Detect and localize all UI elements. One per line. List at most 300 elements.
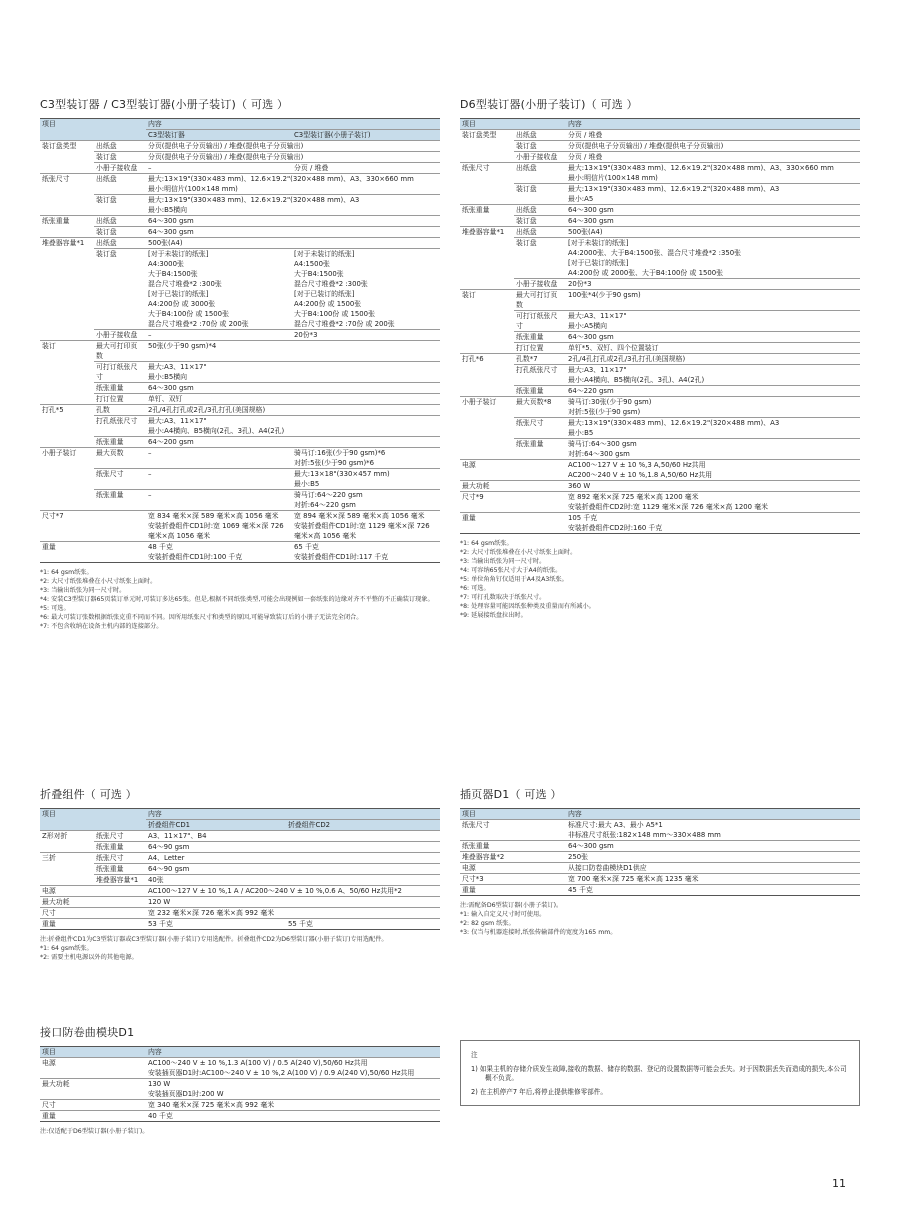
row-value-model-1: 48 千克 安装折叠组件CD1时:100 千克	[146, 542, 292, 563]
table-header-row	[40, 119, 440, 130]
table-row	[40, 195, 440, 216]
page-number: 11	[832, 1177, 846, 1190]
table-row	[40, 542, 440, 563]
row-sub-label: 装订盘	[94, 227, 146, 238]
row-group-label: 纸张重量	[460, 205, 514, 216]
row-value: 250张	[566, 852, 860, 863]
table-row	[40, 152, 440, 163]
row-group-label	[460, 386, 514, 397]
row-group-label: 三折	[40, 853, 94, 864]
header-model-2: 折叠组件CD2	[286, 820, 440, 831]
row-value-model-2: 20份*3	[292, 330, 440, 341]
table-row	[40, 362, 440, 383]
header-item: 项目	[40, 809, 146, 831]
row-value: 500张(A4)	[146, 238, 440, 249]
row-sub-label: 出纸盘	[514, 227, 566, 238]
table-row	[40, 919, 440, 930]
row-group-label	[460, 311, 514, 332]
decurl-unit-title: 接口防卷曲模块D1	[40, 1026, 135, 1039]
row-value: 骑马订:64～300 gsm 对折:64～300 gsm	[566, 439, 860, 460]
row-group-label	[40, 195, 94, 216]
footnote: *4: 安装C3型装订器65页装订单元时,可装订多达65张。但是,根据不同纸张类型,可能会出现例如一套纸张的边缘对齐不平整的不正确装订现象。	[40, 596, 434, 603]
row-group-label	[40, 383, 94, 394]
inserter-title: 插页器D1（ 可选 ）	[460, 788, 562, 801]
row-value-model-1: 53 千克	[146, 919, 286, 930]
row-group-label: 纸张尺寸	[460, 163, 514, 184]
table-row	[460, 885, 860, 896]
footnote: *5: 可选。	[40, 605, 70, 612]
row-value: 40 千克	[146, 1111, 440, 1122]
row-sub-label: 小册子接收盘	[94, 163, 146, 174]
header-model-1: C3型装订器	[146, 130, 292, 141]
row-label: 堆叠器容量*2	[460, 852, 566, 863]
table-row	[460, 481, 860, 492]
row-value: 64～300 gsm	[566, 205, 860, 216]
row-sub-label: 装订盘	[94, 152, 146, 163]
row-group-label	[460, 439, 514, 460]
table-row	[460, 513, 860, 534]
row-sub-label: 装订盘	[514, 216, 566, 227]
row-value: AC100～127 V ± 10 %,3 A,50/60 Hz共用 AC200～240 V ± 10 %,1.8 A,50/60 Hz共用	[566, 460, 860, 481]
row-sub-label: 出纸盘	[94, 174, 146, 195]
row-group-label	[40, 163, 94, 174]
row-sub-label: 纸张重量	[514, 439, 566, 460]
table-row	[40, 416, 440, 437]
row-value: 64～90 gsm	[146, 864, 440, 875]
row-group-label: 纸张尺寸	[40, 174, 94, 195]
row-value-model-2: 分页 / 堆叠	[292, 163, 440, 174]
row-group-label	[40, 864, 94, 875]
row-group-label: 堆叠器容量*1	[40, 238, 94, 249]
row-group-label: 重量	[460, 513, 566, 534]
footnote: *3: 当输出纸张为同一尺寸时。	[40, 587, 126, 594]
table-row	[40, 831, 440, 842]
table-row	[40, 405, 440, 416]
row-group-label	[40, 152, 94, 163]
row-label: 重量	[460, 885, 566, 896]
table-row	[460, 386, 860, 397]
row-sub-label: 最大页数	[94, 448, 146, 469]
row-label: 最大功耗	[40, 1079, 146, 1100]
table-row	[460, 332, 860, 343]
row-value: 64～90 gsm	[146, 842, 440, 853]
row-sub-label: 装订盘	[514, 184, 566, 205]
header-item: 项目	[460, 809, 566, 820]
table-row	[460, 492, 860, 513]
table-row	[460, 205, 860, 216]
footnote: *3: 仅当与机器连接时,纸张传输部件的宽度为165 mm。	[460, 929, 617, 936]
decurl-unit-section	[40, 1024, 440, 1136]
row-group-label	[40, 249, 94, 330]
row-sub-label: 纸张重量	[514, 386, 566, 397]
table-row	[460, 852, 860, 863]
footnote: 注:折叠组件CD1为C3型装订器或C3型装订器(小册子装订)专用选配件。折叠组件CD2为D6型装订器(小册子装订)专用选配件。	[40, 936, 388, 943]
row-value-model-1: –	[146, 490, 292, 511]
header-content: 内容	[566, 809, 860, 820]
footnote: *1: 输入自定义尺寸时可使用。	[460, 911, 546, 918]
row-sub-label: 打订位置	[514, 343, 566, 354]
row-sub-label: 出纸盘	[514, 163, 566, 184]
row-group-label	[40, 394, 94, 405]
table-row	[460, 184, 860, 205]
footnote: *4: 可容纳65张尺寸大于A4的纸张。	[460, 567, 562, 574]
row-group-label: 小册子装订	[460, 397, 514, 418]
table-row	[460, 343, 860, 354]
row-value: 64～220 gsm	[566, 386, 860, 397]
row-sub-label: 装订盘	[514, 238, 566, 279]
row-group-label	[40, 842, 94, 853]
row-label: 重量	[40, 1111, 146, 1122]
table-row	[460, 216, 860, 227]
row-value-model-1: –	[146, 448, 292, 469]
footnote: *2: 大尺寸纸张堆叠在小尺寸纸张上面时。	[40, 578, 157, 585]
table-row	[460, 238, 860, 279]
row-group-label: 尺寸	[40, 908, 146, 919]
row-value: 最大:13×19"(330×483 mm)、12.6×19.2"(320×488 mm)、A3 最小:A5	[566, 184, 860, 205]
row-value: 最大:13×19"(330×483 mm)、12.6×19.2"(320×488 mm)、A3 最小:B5	[566, 418, 860, 439]
row-sub-label: 纸张尺寸	[514, 418, 566, 439]
header-content: 内容	[146, 809, 440, 820]
table-row	[40, 1058, 440, 1079]
table-row	[460, 141, 860, 152]
table-row	[460, 279, 860, 290]
row-group-label	[460, 279, 514, 290]
row-value: 最大:A3、11×17" 最小:A4横向、B5横向(2孔、3孔)、A4(2孔)	[566, 365, 860, 386]
row-value: A3、11×17"、B4	[146, 831, 440, 842]
row-group-label: 堆叠器容量*1	[460, 227, 514, 238]
row-sub-label: 小册子接收盘	[514, 279, 566, 290]
row-value: 40张	[146, 875, 440, 886]
row-sub-label: 可打订纸张尺寸	[514, 311, 566, 332]
row-group-label: 装订盘类型	[460, 130, 514, 141]
d6-footnotes	[460, 539, 860, 620]
row-group-label	[460, 343, 514, 354]
row-sub-label: 出纸盘	[514, 130, 566, 141]
row-group-label	[460, 418, 514, 439]
row-value: 骑马订:30张(少于90 gsm) 对折:5张(少于90 gsm)	[566, 397, 860, 418]
inserter-footnotes	[460, 901, 860, 937]
table-row	[40, 174, 440, 195]
footnote: 注:仅适配于D6型装订器(小册子装订)。	[40, 1128, 149, 1135]
row-sub-label: 出纸盘	[94, 238, 146, 249]
row-value: 宽 700 毫米×深 725 毫米×高 1235 毫米	[566, 874, 860, 885]
row-value: 64～300 gsm	[146, 227, 440, 238]
row-value-model-2: 最大:13×18"(330×457 mm) 最小:B5	[292, 469, 440, 490]
table-row	[40, 875, 440, 886]
decurl-footnotes	[40, 1127, 440, 1136]
folding-unit-title: 折叠组件（ 可选 ）	[40, 788, 137, 801]
row-label: 纸张尺寸	[460, 820, 566, 841]
table-row	[40, 1100, 440, 1111]
footnote: *9: 延展接纸盘拉出时。	[460, 612, 527, 619]
row-sub-label: 纸张重量	[514, 332, 566, 343]
table-row	[460, 163, 860, 184]
inserter-spec-table	[460, 808, 860, 896]
table-row	[40, 163, 440, 174]
row-value: 2孔/4孔打孔或2孔/3孔打孔(美国规格)	[566, 354, 860, 365]
notice-item: 2) 在主机停产7 年后,将停止提供维修零部件。	[471, 1087, 607, 1096]
row-value-model-1: –	[146, 330, 292, 341]
table-row	[460, 874, 860, 885]
table-row	[40, 448, 440, 469]
footnote: *2: 需要主机电源以外的其他电源。	[40, 954, 138, 961]
row-group-label	[460, 152, 514, 163]
row-value: 120 W	[146, 897, 440, 908]
table-row	[460, 820, 860, 841]
row-value: 100张*4(少于90 gsm)	[566, 290, 860, 311]
table-row	[460, 418, 860, 439]
c3-finisher-section	[40, 96, 440, 631]
row-group-label: 重量	[40, 542, 146, 563]
row-group-label: 打孔*6	[460, 354, 514, 365]
footnote: *8: 处理容量可能因纸张种类及重量而有所减小。	[460, 603, 595, 610]
row-label: 纸张重量	[460, 841, 566, 852]
table-row	[40, 886, 440, 897]
row-value: 130 W 安装插页器D1时:200 W	[146, 1079, 440, 1100]
footnote: *2: 82 gsm 纸张。	[460, 920, 515, 927]
header-item: 项目	[40, 119, 146, 141]
row-group-label	[40, 416, 94, 437]
row-group-label	[40, 490, 94, 511]
table-header-row	[460, 119, 860, 130]
table-header-row	[40, 809, 440, 820]
row-sub-label: 纸张重量	[94, 490, 146, 511]
row-label: 电源	[40, 1058, 146, 1079]
row-value: 分页(提供电子分页输出) / 堆叠(提供电子分页输出)	[146, 141, 440, 152]
table-row	[40, 216, 440, 227]
row-value: 最大:A3、11×17" 最小:A4横向、B5横向(2孔、3孔)、A4(2孔)	[146, 416, 440, 437]
header-item: 项目	[40, 1047, 146, 1058]
row-group-label	[40, 875, 94, 886]
row-sub-label: 纸张重量	[94, 437, 146, 448]
d6-finisher-title: D6型装订器(小册子装订)（ 可选 ）	[460, 98, 638, 111]
footnote: *6: 最大可装订张数根据纸张克重不同而不同。因所用纸张尺寸和类型的原因,可能导致装订后的小册子无法完全闭合。	[40, 614, 363, 621]
row-value: 45 千克	[566, 885, 860, 896]
row-value: 50张(少于90 gsm)*4	[146, 341, 440, 362]
row-group-label	[40, 227, 94, 238]
footnote: *3: 当输出纸张为同一尺寸时。	[460, 558, 546, 565]
row-value: 64～200 gsm	[146, 437, 440, 448]
row-value: 最大:13×19"(330×483 mm)、12.6×19.2"(320×488 mm)、A3、330×660 mm 最小:明信片(100×148 mm)	[146, 174, 440, 195]
row-sub-label: 孔数*7	[514, 354, 566, 365]
table-row	[40, 238, 440, 249]
row-group-label: 最大功耗	[40, 897, 146, 908]
row-sub-label: 最大页数*8	[514, 397, 566, 418]
footnote: *7: 不包含收纳在设备主机内部的连接部分。	[40, 623, 163, 630]
table-row	[40, 141, 440, 152]
c3-finisher-title: C3型装订器 / C3型装订器(小册子装订)（ 可选 ）	[40, 98, 289, 111]
row-value-model-1: –	[146, 469, 292, 490]
table-row	[460, 863, 860, 874]
table-row	[40, 853, 440, 864]
table-header-row	[40, 1047, 440, 1058]
folding-unit-section	[40, 786, 440, 962]
row-value: AC100～127 V ± 10 %,1 A / AC200～240 V ± 10 %,0.6 A、50/60 Hz共用*2	[146, 886, 440, 897]
table-row	[460, 397, 860, 418]
row-value: 64～300 gsm	[146, 216, 440, 227]
row-group-label: 装订	[40, 341, 94, 362]
row-group-label: 电源	[460, 460, 566, 481]
table-row	[460, 439, 860, 460]
row-value: 64～300 gsm	[566, 216, 860, 227]
header-content: 内容	[146, 1047, 440, 1058]
row-value: 分页(提供电子分页输出) / 堆叠(提供电子分页输出)	[146, 152, 440, 163]
header-item: 项目	[460, 119, 566, 130]
row-group-label	[40, 469, 94, 490]
row-value: 最大:13×19"(330×483 mm)、12.6×19.2"(320×488 mm)、A3 最小:B5横向	[146, 195, 440, 216]
table-row	[460, 227, 860, 238]
row-sub-label: 可打订纸张尺寸	[94, 362, 146, 383]
c3-footnotes	[40, 568, 440, 631]
row-sub-label: 出纸盘	[94, 216, 146, 227]
table-row	[40, 908, 440, 919]
table-row	[460, 311, 860, 332]
decurl-spec-table	[40, 1046, 440, 1122]
table-row	[40, 383, 440, 394]
row-group-label	[460, 365, 514, 386]
row-value: 64～300 gsm	[566, 841, 860, 852]
header-content: 内容	[566, 119, 860, 130]
row-sub-label: 纸张重量	[94, 383, 146, 394]
row-group-label	[40, 330, 94, 341]
c3-spec-table	[40, 118, 440, 563]
row-group-label	[460, 332, 514, 343]
row-sub-label: 小册子接收盘	[94, 330, 146, 341]
row-value: 分页 / 堆叠	[566, 130, 860, 141]
footnote: *1: 64 gsm纸张。	[460, 540, 513, 547]
table-row	[40, 394, 440, 405]
row-value: 105 千克 安装折叠组件CD2时:160 千克	[566, 513, 860, 534]
row-value: 最大:A3、11×17" 最小:B5横向	[146, 362, 440, 383]
table-row	[40, 341, 440, 362]
table-row	[40, 490, 440, 511]
notice-item: 1) 如果主机的存储介质发生故障,接收的数据、储存的数据、登记的设置数据等可能会丢失。对于因数据丢失而造成的损失,本公司概不负责。	[471, 1064, 847, 1082]
row-value: 分页 / 堆叠	[566, 152, 860, 163]
row-group-label: 装订	[460, 290, 514, 311]
footnote: *1: 64 gsm纸张。	[40, 945, 93, 952]
table-row	[40, 1111, 440, 1122]
table-row	[40, 864, 440, 875]
row-sub-label: 打孔纸张尺寸	[514, 365, 566, 386]
footnote: *6: 可选。	[460, 585, 490, 592]
row-label: 电源	[460, 863, 566, 874]
row-value: 64～300 gsm	[566, 332, 860, 343]
row-group-label	[460, 216, 514, 227]
row-sub-label: 装订盘	[94, 195, 146, 216]
row-group-label: 重量	[40, 919, 146, 930]
table-row	[460, 365, 860, 386]
row-sub-label: 纸张重量	[94, 864, 146, 875]
table-row	[460, 130, 860, 141]
row-value: 64～300 gsm	[146, 383, 440, 394]
row-label: 尺寸*3	[460, 874, 566, 885]
d6-spec-table	[460, 118, 860, 534]
footnote: 注:需配备D6型装订器(小册子装订)。	[460, 902, 563, 909]
row-value-model-1: [对于未装订的纸张] A4:3000张 大于B4:1500张 混合尺寸堆叠*2 :300张 [对于已装订的纸张] A4:200份 或 3000张 大于B4:100份 或 1500张 混合尺寸堆叠*2 :70份 或 200张	[146, 249, 292, 330]
row-value-model-2: 骑马订:64～220 gsm 对折:64～220 gsm	[292, 490, 440, 511]
row-value: 20份*3	[566, 279, 860, 290]
table-row	[40, 511, 440, 542]
row-sub-label: 堆叠器容量*1	[94, 875, 146, 886]
table-row	[460, 460, 860, 481]
row-group-label: 纸张重量	[40, 216, 94, 227]
row-value: 2孔/4孔打孔或2孔/3孔打孔(美国规格)	[146, 405, 440, 416]
d6-finisher-section	[460, 96, 860, 620]
row-group-label: 打孔*5	[40, 405, 94, 416]
row-group-label: 尺寸*7	[40, 511, 146, 542]
row-value-model-2: 宽 894 毫米×深 589 毫米×高 1056 毫米 安装折叠组件CD1时:宽 1129 毫米×深 726 毫米×高 1056 毫米	[292, 511, 440, 542]
row-sub-label: 纸张尺寸	[94, 831, 146, 842]
notice-box	[460, 1040, 860, 1106]
row-sub-label: 装订盘	[514, 141, 566, 152]
row-group-label	[40, 437, 94, 448]
row-sub-label: 纸张尺寸	[94, 853, 146, 864]
row-value-model-1: 宽 834 毫米×深 589 毫米×高 1056 毫米 安装折叠组件CD1时:宽 1069 毫米×深 726 毫米×高 1056 毫米	[146, 511, 292, 542]
notice-title: 注	[471, 1051, 478, 1059]
inserter-section	[460, 786, 860, 937]
row-value: 最大:13×19"(330×483 mm)、12.6×19.2"(320×488 mm)、A3、330×660 mm 最小:明信片(100×148 mm)	[566, 163, 860, 184]
table-row	[40, 897, 440, 908]
row-value: A4、Letter	[146, 853, 440, 864]
row-group-label: 最大功耗	[460, 481, 566, 492]
header-model-2: C3型装订器(小册子装订)	[292, 130, 440, 141]
footnote: *7: 可打孔数取决于纸张尺寸。	[460, 594, 546, 601]
row-sub-label: 最大可打印页数	[94, 341, 146, 362]
row-value-model-2: 骑马订:16张(少于90 gsm)*6 对折:5张(少于90 gsm)*6	[292, 448, 440, 469]
row-value: 标准尺寸:最大 A3、最小 A5*1 非标准尺寸纸张:182×148 mm～330×488 mm	[566, 820, 860, 841]
table-row	[40, 437, 440, 448]
folding-footnotes	[40, 935, 440, 962]
row-value: 最大:A3、11×17" 最小:A5横向	[566, 311, 860, 332]
folding-spec-table	[40, 808, 440, 930]
row-value-model-2: [对于未装订的纸张] A4:1500张 大于B4:1500张 混合尺寸堆叠*2 :300张 [对于已装订的纸张] A4:200份 或 1500张 大于B4:100份 或 1500张 混合尺寸堆叠*2 :70份 或 200张	[292, 249, 440, 330]
row-value: [对于未装订的纸张] A4:2000张、大于B4:1500张、混合尺寸堆叠*2 :350张 [对于已装订的纸张] A4:200份 或 2000张、大于B4:100份 或 1500张	[566, 238, 860, 279]
footnote: *2: 大尺寸纸张堆叠在小尺寸纸张上面时。	[460, 549, 577, 556]
row-label: 尺寸	[40, 1100, 146, 1111]
table-row	[460, 290, 860, 311]
row-value: 宽 232 毫米×深 726 毫米×高 992 毫米	[146, 908, 440, 919]
header-content: 内容	[146, 119, 440, 130]
row-value: 分页(提供电子分页输出) / 堆叠(提供电子分页输出)	[566, 141, 860, 152]
table-row	[40, 227, 440, 238]
row-group-label: 装订盘类型	[40, 141, 94, 152]
table-row	[40, 469, 440, 490]
row-value-model-1: –	[146, 163, 292, 174]
row-sub-label: 纸张尺寸	[94, 469, 146, 490]
header-model-1: 折叠组件CD1	[146, 820, 286, 831]
row-sub-label: 出纸盘	[94, 141, 146, 152]
row-group-label: 电源	[40, 886, 146, 897]
row-sub-label: 出纸盘	[514, 205, 566, 216]
row-group-label	[460, 184, 514, 205]
row-sub-label: 打孔纸张尺寸	[94, 416, 146, 437]
row-sub-label: 纸张重量	[94, 842, 146, 853]
row-value: 单钉*5、双钉、四个位置装订	[566, 343, 860, 354]
row-group-label	[460, 141, 514, 152]
table-row	[460, 152, 860, 163]
table-row	[40, 842, 440, 853]
row-sub-label: 最大可打订页数	[514, 290, 566, 311]
row-sub-label: 打订位置	[94, 394, 146, 405]
row-value: 单钉、双钉	[146, 394, 440, 405]
row-sub-label: 装订盘	[94, 249, 146, 330]
row-group-label	[460, 238, 514, 279]
row-value: 500张(A4)	[566, 227, 860, 238]
row-value: 360 W	[566, 481, 860, 492]
table-row	[460, 354, 860, 365]
table-row	[40, 1079, 440, 1100]
table-row	[460, 841, 860, 852]
